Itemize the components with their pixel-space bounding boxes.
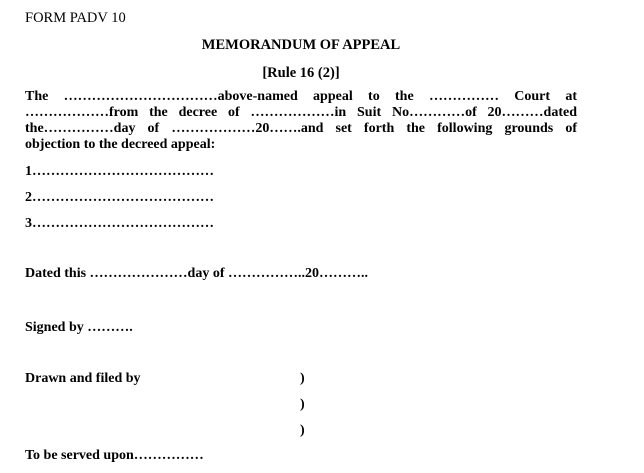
body-line: ………………from the decree of ………………in Suit No…………of 20………dated xyxy=(25,105,577,120)
ground-item-2: 2………………………………… xyxy=(25,190,214,205)
bracket-mark: ) xyxy=(300,397,305,412)
appeal-body-paragraph xyxy=(25,89,577,153)
dated-line: Dated this …………………day of ……………..20……….. xyxy=(25,266,369,281)
document-title: MEMORANDUM OF APPEAL xyxy=(201,37,401,53)
ground-item-1: 1………………………………… xyxy=(25,164,214,179)
drawn-and-filed-label: Drawn and filed by xyxy=(25,371,141,386)
form-identifier: FORM PADV 10 xyxy=(25,10,126,26)
ground-item-3: 3………………………………… xyxy=(25,216,214,231)
body-line: The ……………………………above-named appeal to the …………… Court at xyxy=(25,89,577,104)
body-line: objection to the decreed appeal: xyxy=(25,137,216,152)
rule-reference: [Rule 16 (2)] xyxy=(262,65,340,81)
body-line: the……………day of ………………20…….and set forth the following grounds of xyxy=(25,121,577,136)
served-upon-line: To be served upon…………… xyxy=(25,448,204,463)
signed-line: Signed by ………. xyxy=(25,320,133,335)
bracket-mark: ) xyxy=(300,423,305,438)
bracket-mark: ) xyxy=(300,371,305,386)
